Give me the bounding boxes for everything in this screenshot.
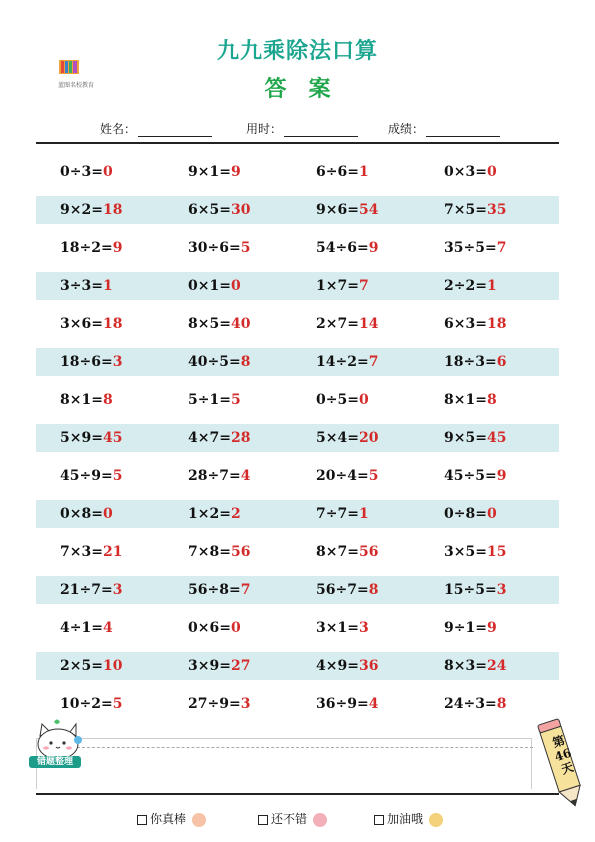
problem-cell [188,614,241,642]
problem-question: 30÷6= [188,240,241,256]
problem-question: 2×5= [60,658,103,674]
mistake-label: 错题整理 [29,756,81,768]
problem-question: 6÷6= [316,164,359,180]
problem-cell [188,652,250,680]
problem-cell [188,538,250,566]
problem-cell [60,614,113,642]
problem-question: 5÷1= [188,392,231,408]
problem-question: 54÷6= [316,240,369,256]
problem-answer: 18 [102,202,123,218]
problem-cell [60,196,122,224]
problem-answer: 3 [358,620,369,636]
problem-row [36,348,559,376]
problem-question: 0÷5= [316,392,359,408]
problem-question: 1×7= [316,278,359,294]
problem-question: 10÷2= [60,696,113,712]
problem-cell [444,158,497,186]
thumbs-up-icon [192,813,206,827]
problem-cell [444,348,506,376]
problem-answer: 4 [368,696,379,712]
problem-question: 8×3= [444,658,487,674]
problem-answer: 3 [112,354,123,370]
problem-cell [188,234,250,262]
problem-cell [188,424,250,452]
problem-answer: 3 [112,582,123,598]
problem-question: 9×2= [60,202,103,218]
option-not-bad[interactable] [258,810,327,827]
day-number: 46 [552,745,574,765]
keep-going-label: 加油哦 [387,812,424,826]
problem-question: 6×3= [444,316,487,332]
page-subtitle: 答案 [264,77,353,102]
not-bad-label: 还不错 [271,812,308,826]
problem-cell [316,576,378,604]
problem-answer: 9 [230,164,241,180]
problem-question: 8×5= [188,316,231,332]
problem-question: 45÷5= [444,468,497,484]
problem-question: 3×6= [60,316,103,332]
name-blank[interactable] [138,124,212,137]
problem-answer: 0 [102,164,113,180]
problem-question: 0×6= [188,620,231,636]
problem-answer: 4 [240,468,251,484]
problem-answer: 5 [368,468,379,484]
problem-question: 7×8= [188,544,231,560]
problem-answer: 10 [102,658,123,674]
problem-row [36,614,559,642]
problem-cell [316,462,378,490]
problem-cell [444,386,497,414]
problem-grid [36,158,559,728]
problem-answer: 8 [486,392,497,408]
problem-cell [188,386,241,414]
problem-row [36,386,559,414]
problem-question: 7÷7= [316,506,359,522]
problem-answer: 5 [112,696,123,712]
problem-answer: 40 [230,316,251,332]
problem-answer: 9 [486,620,497,636]
problem-answer: 3 [240,696,251,712]
problem-cell [60,652,122,680]
problem-answer: 45 [102,430,123,446]
problem-question: 27÷9= [188,696,241,712]
problem-question: 0×3= [444,164,487,180]
problem-question: 8×1= [444,392,487,408]
problem-cell [316,310,378,338]
problem-answer: 7 [368,354,379,370]
problem-question: 5×4= [316,430,359,446]
problem-question: 3÷3= [60,278,103,294]
problem-cell [316,652,378,680]
problem-row [36,158,559,186]
problem-question: 5×9= [60,430,103,446]
checkbox-not-bad[interactable] [258,815,268,825]
problem-cell [60,272,113,300]
name-label: 姓名： [100,122,137,136]
problem-cell [444,310,506,338]
problem-question: 4÷1= [60,620,103,636]
problem-answer: 1 [486,278,497,294]
score-blank[interactable] [426,124,500,137]
problem-cell [444,196,506,224]
problem-question: 0÷3= [60,164,103,180]
problem-answer: 24 [486,658,507,674]
problem-row [36,424,559,452]
problem-cell [444,614,497,642]
problem-answer: 8 [240,354,251,370]
problem-answer: 8 [496,696,507,712]
problem-answer: 8 [102,392,113,408]
smile-icon [313,813,327,827]
self-evaluation [0,810,595,830]
problem-cell [188,462,250,490]
problem-question: 15÷5= [444,582,497,598]
top-divider [36,142,559,144]
problem-answer: 0 [486,164,497,180]
problem-cell [188,576,250,604]
problem-cell [316,158,369,186]
problem-cell [188,272,241,300]
problem-answer: 15 [486,544,507,560]
problem-answer: 4 [102,620,113,636]
problem-cell [444,424,506,452]
problem-question: 3×1= [316,620,359,636]
problem-cell [188,158,241,186]
problem-question: 36÷9= [316,696,369,712]
problem-question: 2×7= [316,316,359,332]
problem-answer: 36 [358,658,379,674]
problem-answer: 21 [102,544,123,560]
problem-cell [60,158,113,186]
problem-answer: 6 [496,354,507,370]
problem-question: 6×5= [188,202,231,218]
info-bar [0,120,595,136]
problem-answer: 2 [230,506,241,522]
problem-cell [444,234,506,262]
problem-question: 9÷1= [444,620,487,636]
problem-cell [60,500,113,528]
problem-answer: 1 [102,278,113,294]
mistake-area [36,738,532,789]
problem-answer: 18 [486,316,507,332]
problem-question: 45÷9= [60,468,113,484]
problem-answer: 9 [368,240,379,256]
problem-question: 7×5= [444,202,487,218]
problem-cell [60,576,122,604]
problem-answer: 7 [496,240,507,256]
day-suffix: 天 [559,759,576,777]
great-label: 你真棒 [150,812,187,826]
problem-row [36,652,559,680]
problem-answer: 3 [496,582,507,598]
problem-cell [316,386,369,414]
time-label: 用时： [246,122,283,136]
problem-question: 8×1= [60,392,103,408]
problem-answer: 0 [230,620,241,636]
problem-question: 56÷7= [316,582,369,598]
problem-answer: 35 [486,202,507,218]
problem-question: 40÷5= [188,354,241,370]
problem-cell [316,196,378,224]
problem-answer: 56 [358,544,379,560]
page-title: 九九乘除法口算 [216,39,378,64]
problem-answer: 0 [230,278,241,294]
problem-row [36,462,559,490]
problem-question: 3×9= [188,658,231,674]
problem-answer: 0 [358,392,369,408]
problem-question: 2÷2= [444,278,487,294]
problem-answer: 0 [486,506,497,522]
problem-answer: 5 [240,240,251,256]
problem-question: 18÷6= [60,354,113,370]
problem-cell [316,424,378,452]
problem-cell [444,652,506,680]
problem-cell [316,690,378,718]
option-keep-going[interactable] [374,810,443,827]
problem-answer: 28 [230,430,251,446]
problem-answer: 27 [230,658,251,674]
problem-cell [60,424,122,452]
problem-answer: 45 [486,430,507,446]
problem-cell [316,614,369,642]
problem-cell [444,538,506,566]
problem-cell [316,272,369,300]
problem-question: 3×5= [444,544,487,560]
problem-question: 7×3= [60,544,103,560]
problem-question: 24÷3= [444,696,497,712]
problem-question: 9×6= [316,202,359,218]
problem-question: 21÷7= [60,582,113,598]
problem-question: 0×1= [188,278,231,294]
problem-answer: 1 [358,164,369,180]
problem-answer: 56 [230,544,251,560]
problem-cell [188,690,250,718]
problem-answer: 8 [368,582,379,598]
logo-caption: 蓝图名校教育 [57,82,94,89]
option-great[interactable] [137,810,206,827]
problem-answer: 9 [496,468,507,484]
problem-question: 18÷3= [444,354,497,370]
problem-question: 14÷2= [316,354,369,370]
problem-cell [60,538,122,566]
problem-question: 1×2= [188,506,231,522]
problem-answer: 7 [240,582,251,598]
problem-answer: 18 [102,316,123,332]
problem-cell [444,500,497,528]
problem-question: 0×8= [60,506,103,522]
problem-cell [316,538,378,566]
problem-cell [444,576,506,604]
problem-answer: 14 [358,316,379,332]
mistake-guide-line [67,747,533,748]
checkbox-keep-going[interactable] [374,815,384,825]
problem-question: 20÷4= [316,468,369,484]
problem-question: 9×1= [188,164,231,180]
problem-question: 18÷2= [60,240,113,256]
problem-question: 9×5= [444,430,487,446]
problem-question: 56÷8= [188,582,241,598]
problem-answer: 5 [230,392,241,408]
problem-cell [188,196,250,224]
score-field[interactable] [388,120,500,137]
problem-row [36,234,559,262]
problem-question: 8×7= [316,544,359,560]
problem-answer: 9 [112,240,123,256]
problem-answer: 1 [358,506,369,522]
problem-row [36,500,559,528]
bottom-divider [36,793,559,795]
problem-cell [316,500,369,528]
problem-cell [444,462,506,490]
problem-cell [444,690,506,718]
problem-row [36,576,559,604]
problem-cell [60,234,122,262]
problem-question: 4×9= [316,658,359,674]
problem-question: 4×7= [188,430,231,446]
problem-question: 35÷5= [444,240,497,256]
problem-answer: 20 [358,430,379,446]
problem-cell [60,462,122,490]
problem-cell [60,690,122,718]
problem-answer: 0 [102,506,113,522]
problem-cell [60,310,122,338]
problem-answer: 7 [358,278,369,294]
problem-row [36,272,559,300]
problem-cell [60,348,122,376]
problem-question: 28÷7= [188,468,241,484]
problem-cell [188,310,250,338]
day-prefix: 第 [550,733,567,751]
problem-cell [316,234,378,262]
problem-cell [188,348,250,376]
problem-question: 0÷8= [444,506,487,522]
problem-cell [316,348,378,376]
problem-cell [444,272,497,300]
cheer-icon [429,813,443,827]
problem-cell [188,500,241,528]
problem-row [36,538,559,566]
problem-row [36,196,559,224]
problem-row [36,310,559,338]
time-field[interactable] [246,120,358,137]
problem-answer: 54 [358,202,379,218]
score-label: 成绩： [388,122,425,136]
problem-cell [60,386,113,414]
time-blank[interactable] [284,124,358,137]
problem-answer: 5 [112,468,123,484]
name-field[interactable] [100,120,212,137]
problem-answer: 30 [230,202,251,218]
checkbox-great[interactable] [137,815,147,825]
problem-row [36,690,559,718]
